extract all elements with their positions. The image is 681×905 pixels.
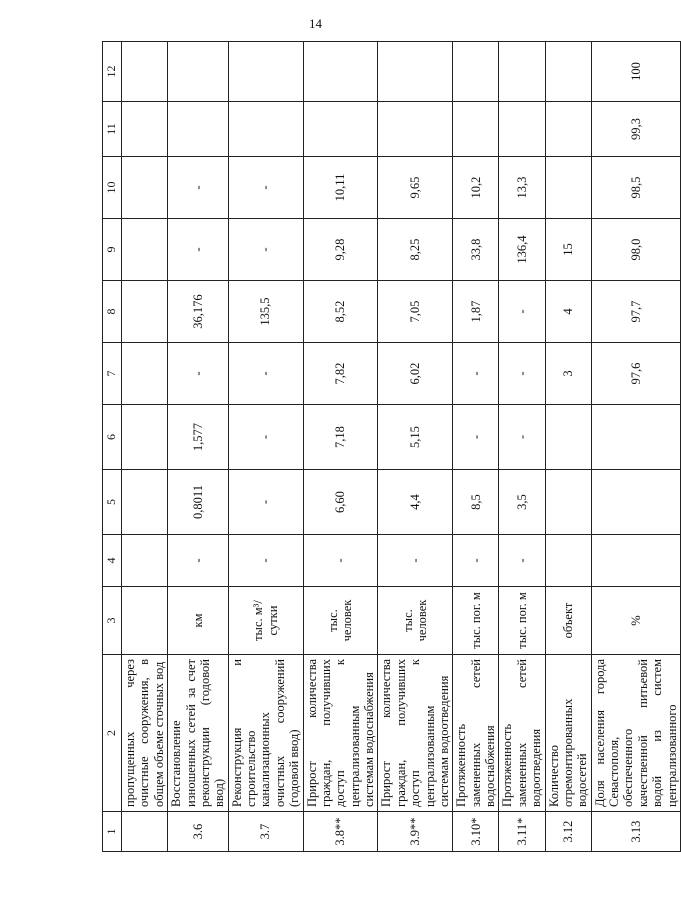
row-number: 3.9** bbox=[378, 812, 453, 852]
cell-col11 bbox=[499, 102, 545, 157]
cell-col9: 9,28 bbox=[303, 219, 378, 281]
column-header: 8 bbox=[103, 281, 122, 343]
cell-col8 bbox=[122, 281, 168, 343]
row-description: Восстановление изношенных сетей за счет реконструкции (годовой ввод) bbox=[168, 655, 229, 812]
cell-col12 bbox=[122, 42, 168, 102]
indicators-table bbox=[102, 41, 681, 852]
cell-col4 bbox=[545, 535, 591, 587]
cell-col12 bbox=[228, 42, 303, 102]
cell-col4: - bbox=[499, 535, 545, 587]
row-description: Прирост количества граждан, получивших доступ к централизованным системам водоснабжения bbox=[303, 655, 378, 812]
table-row bbox=[378, 42, 453, 852]
column-header: 10 bbox=[103, 157, 122, 219]
cell-col10: - bbox=[168, 157, 229, 219]
cell-col7: 97,6 bbox=[591, 343, 680, 405]
row-description: Количество отремонтированных водосетей bbox=[545, 655, 591, 812]
row-number: 3.7 bbox=[228, 812, 303, 852]
cell-col11 bbox=[122, 102, 168, 157]
cell-col6: - bbox=[499, 405, 545, 470]
cell-col6 bbox=[545, 405, 591, 470]
cell-col7: - bbox=[453, 343, 499, 405]
cell-col10: - bbox=[228, 157, 303, 219]
cell-col7: 3 bbox=[545, 343, 591, 405]
cell-col9: 136,4 bbox=[499, 219, 545, 281]
cell-col4: - bbox=[303, 535, 378, 587]
cell-col7 bbox=[122, 343, 168, 405]
column-header: 3 bbox=[103, 587, 122, 655]
cell-col6: - bbox=[453, 405, 499, 470]
cell-col6: 5,15 bbox=[378, 405, 453, 470]
row-number: 3.12 bbox=[545, 812, 591, 852]
cell-col11 bbox=[378, 102, 453, 157]
cell-col4: - bbox=[168, 535, 229, 587]
cell-col10: 10,11 bbox=[303, 157, 378, 219]
cell-col10: 13,3 bbox=[499, 157, 545, 219]
table-row bbox=[168, 42, 229, 852]
cell-col12: 100 bbox=[591, 42, 680, 102]
cell-col7: - bbox=[168, 343, 229, 405]
cell-col5: 8,5 bbox=[453, 470, 499, 535]
cell-col11 bbox=[545, 102, 591, 157]
cell-col9 bbox=[122, 219, 168, 281]
row-unit bbox=[122, 587, 168, 655]
cell-col5: 6,60 bbox=[303, 470, 378, 535]
row-unit: км bbox=[168, 587, 229, 655]
table-row bbox=[303, 42, 378, 852]
cell-col10 bbox=[122, 157, 168, 219]
cell-col12 bbox=[453, 42, 499, 102]
row-description: пропущенных через очистные сооружения, в общем объеме сточных вод bbox=[122, 655, 168, 812]
cell-col6 bbox=[591, 405, 680, 470]
cell-col10 bbox=[545, 157, 591, 219]
cell-col5: - bbox=[228, 470, 303, 535]
cell-col4 bbox=[591, 535, 680, 587]
cell-col12 bbox=[378, 42, 453, 102]
column-header: 9 bbox=[103, 219, 122, 281]
row-unit: тыс. пог. м bbox=[453, 587, 499, 655]
cell-col7: - bbox=[499, 343, 545, 405]
row-unit: тыс. пог. м bbox=[499, 587, 545, 655]
cell-col12 bbox=[545, 42, 591, 102]
cell-col10: 98,5 bbox=[591, 157, 680, 219]
cell-col6 bbox=[122, 405, 168, 470]
cell-col9: 8,25 bbox=[378, 219, 453, 281]
cell-col10: 9,65 bbox=[378, 157, 453, 219]
cell-col5: 3,5 bbox=[499, 470, 545, 535]
cell-col8: - bbox=[499, 281, 545, 343]
cell-col5: 4,4 bbox=[378, 470, 453, 535]
table-row bbox=[122, 42, 168, 852]
cell-col5 bbox=[122, 470, 168, 535]
row-unit: % bbox=[591, 587, 680, 655]
cell-col8: 135,5 bbox=[228, 281, 303, 343]
column-header: 2 bbox=[103, 655, 122, 812]
row-description: Протяженность замененных сетей водоснабжения bbox=[453, 655, 499, 812]
cell-col8: 8,52 bbox=[303, 281, 378, 343]
row-number: 3.10* bbox=[453, 812, 499, 852]
header-row bbox=[103, 42, 122, 852]
cell-col8: 4 bbox=[545, 281, 591, 343]
row-unit: тыс. человек bbox=[378, 587, 453, 655]
cell-col4: - bbox=[453, 535, 499, 587]
cell-col8: 7,05 bbox=[378, 281, 453, 343]
cell-col6: - bbox=[228, 405, 303, 470]
cell-col5 bbox=[545, 470, 591, 535]
cell-col8: 97,7 bbox=[591, 281, 680, 343]
page-number: 14 bbox=[309, 16, 322, 31]
cell-col10: 10,2 bbox=[453, 157, 499, 219]
cell-col11 bbox=[228, 102, 303, 157]
row-unit: тыс. м³/ сутки bbox=[228, 587, 303, 655]
row-number: 3.13 bbox=[591, 812, 680, 852]
row-number: 3.11* bbox=[499, 812, 545, 852]
cell-col12 bbox=[168, 42, 229, 102]
cell-col7: 7,82 bbox=[303, 343, 378, 405]
column-header: 11 bbox=[103, 102, 122, 157]
table-row bbox=[545, 42, 591, 852]
cell-col12 bbox=[303, 42, 378, 102]
cell-col6: 7,18 bbox=[303, 405, 378, 470]
cell-col9: 98,0 bbox=[591, 219, 680, 281]
cell-col8: 36,176 bbox=[168, 281, 229, 343]
row-description: Прирост количества граждан, получивших доступ к централизованным системам водоотведения bbox=[378, 655, 453, 812]
cell-col6: 1,577 bbox=[168, 405, 229, 470]
cell-col11 bbox=[303, 102, 378, 157]
cell-col9: - bbox=[168, 219, 229, 281]
column-header: 7 bbox=[103, 343, 122, 405]
cell-col4: - bbox=[378, 535, 453, 587]
column-header: 12 bbox=[103, 42, 122, 102]
column-header: 5 bbox=[103, 470, 122, 535]
cell-col11 bbox=[168, 102, 229, 157]
cell-col4: - bbox=[228, 535, 303, 587]
row-number: 3.8** bbox=[303, 812, 378, 852]
cell-col4 bbox=[122, 535, 168, 587]
table-row bbox=[228, 42, 303, 852]
column-header: 4 bbox=[103, 535, 122, 587]
cell-col9: - bbox=[228, 219, 303, 281]
table-row bbox=[499, 42, 545, 852]
cell-col11: 99,3 bbox=[591, 102, 680, 157]
cell-col5 bbox=[591, 470, 680, 535]
cell-col5: 0,8011 bbox=[168, 470, 229, 535]
cell-col8: 1,87 bbox=[453, 281, 499, 343]
cell-col11 bbox=[453, 102, 499, 157]
row-description: Доля населения города Севастополя, обеспеченного качественной питьевой водой из систем централизованного bbox=[591, 655, 680, 812]
row-unit: объект bbox=[545, 587, 591, 655]
cell-col7: - bbox=[228, 343, 303, 405]
row-number bbox=[122, 812, 168, 852]
rotated-table-container bbox=[102, 42, 679, 852]
cell-col12 bbox=[499, 42, 545, 102]
row-number: 3.6 bbox=[168, 812, 229, 852]
cell-col7: 6,02 bbox=[378, 343, 453, 405]
cell-col9: 33,8 bbox=[453, 219, 499, 281]
row-description: Реконструкция и строительство канализационных очистных сооружений (годовой ввод) bbox=[228, 655, 303, 812]
row-description: Протяженность замененных сетей водоотведения bbox=[499, 655, 545, 812]
table-row bbox=[591, 42, 680, 852]
column-header: 6 bbox=[103, 405, 122, 470]
table-row bbox=[453, 42, 499, 852]
cell-col9: 15 bbox=[545, 219, 591, 281]
row-unit: тыс. человек bbox=[303, 587, 378, 655]
column-header: 1 bbox=[103, 812, 122, 852]
